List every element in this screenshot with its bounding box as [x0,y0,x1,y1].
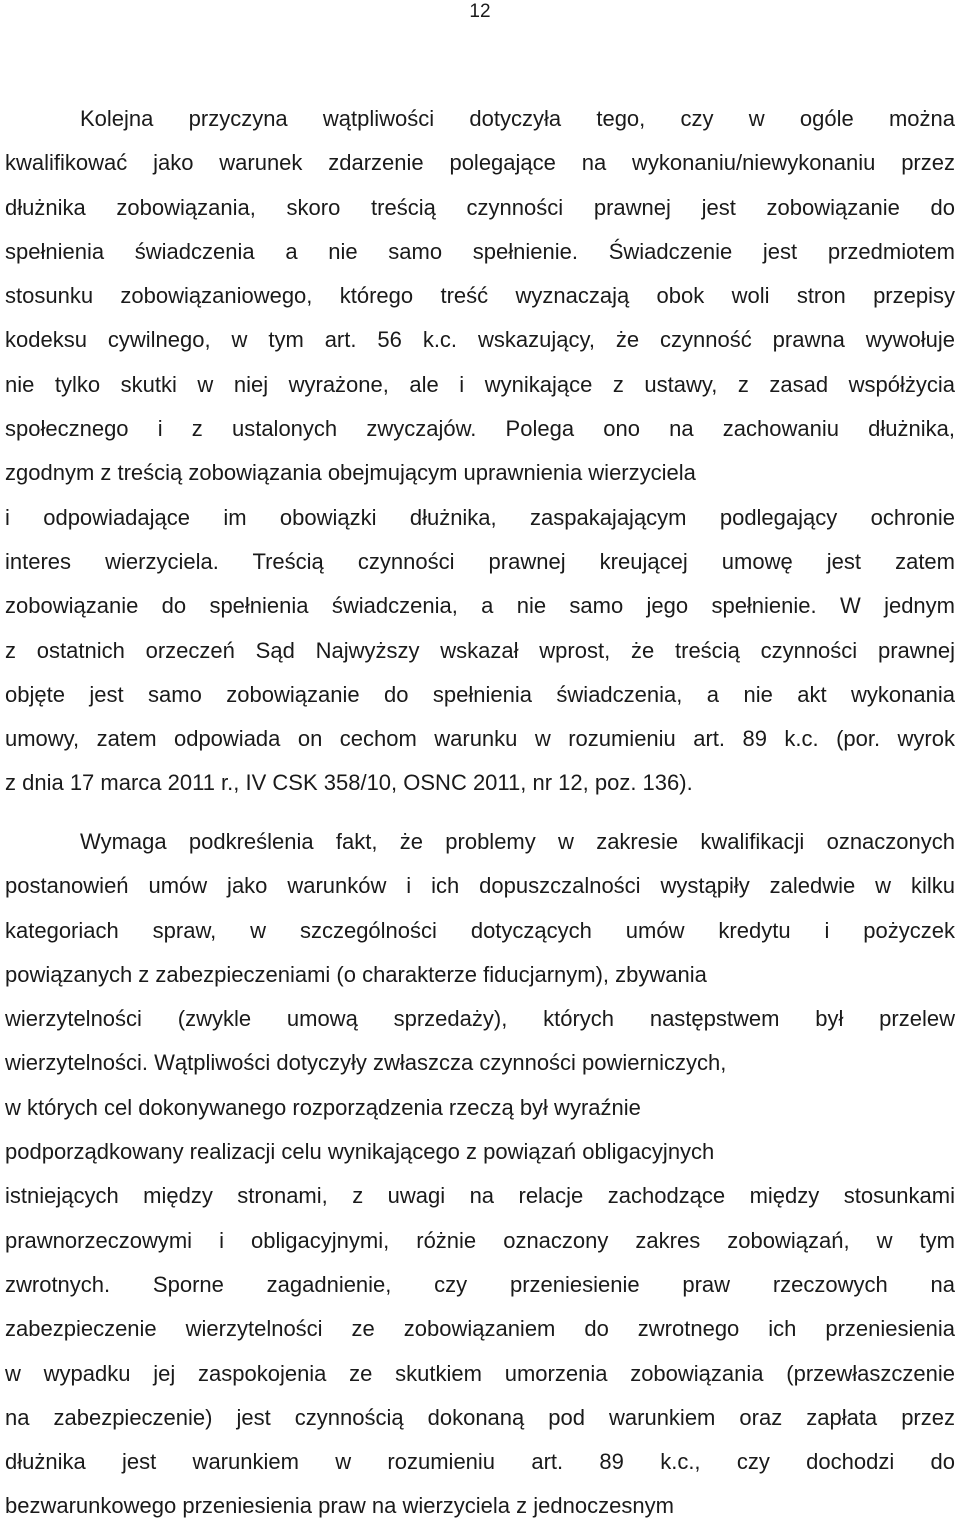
paragraph-line: spełnienia świadczenia a nie samo spełnienie. Świadczenie jest przedmiotem [5,238,955,264]
paragraph-line: zabezpieczenie wierzytelności ze zobowiązaniem do zwrotnego ich przeniesienia [5,1316,955,1342]
paragraph-line: objęte jest samo zobowiązanie do spełnienia świadczenia, a nie akt wykonania [5,681,955,707]
paragraph-line: na zabezpieczenie) jest czynnością dokonaną pod warunkiem oraz zapłata przez [5,1404,955,1430]
paragraph-line: i odpowiadające im obowiązki dłużnika, zaspakajającym podlegający ochronie [5,504,955,530]
paragraph-line: bezwarunkowego przeniesienia praw na wierzyciela z jednoczesnym [5,1493,674,1519]
paragraph-line: w których cel dokonywanego rozporządzenia rzeczą był wyraźnie [5,1094,641,1120]
paragraph-line: istniejących między stronami, z uwagi na relacje zachodzące między stosunkami [5,1183,955,1209]
paragraph-line: kodeksu cywilnego, w tym art. 56 k.c. wskazujący, że czynność prawna wywołuje [5,327,955,353]
paragraph-line: interes wierzyciela. Treścią czynności prawnej kreującej umowę jest zatem [5,548,955,574]
paragraph-line: dłużnika jest warunkiem w rozumieniu art. 89 k.c., czy dochodzi do [5,1449,955,1475]
paragraph-line: społecznego i z ustalonych zwyczajów. Polega ono na zachowaniu dłużnika, [5,416,955,442]
paragraph-line: podporządkowany realizacji celu wynikającego z powiązań obligacyjnych [5,1139,715,1165]
paragraph-line: stosunku zobowiązaniowego, którego treść wyznaczają obok woli stron przepisy [5,283,955,309]
paragraph-line: dłużnika zobowiązania, skoro treścią czynności prawnej jest zobowiązanie do [5,194,955,220]
paragraph-line: nie tylko skutki w niej wyrażone, ale i wynikające z ustawy, z zasad współżycia [5,371,955,397]
paragraph-line: kategoriach spraw, w szczególności dotyczących umów kredytu i pożyczek [5,917,955,943]
paragraph-line: w wypadku jej zaspokojenia ze skutkiem umorzenia zobowiązania (przewłaszczenie [5,1360,955,1386]
paragraph-line: postanowień umów jako warunków i ich dopuszczalności wystąpiły zaledwie w kilku [5,873,955,899]
paragraph-line: powiązanych z zabezpieczeniami (o charakterze fiducjarnym), zbywania [5,961,707,987]
paragraph-line: Kolejna przyczyna wątpliwości dotyczyła tego, czy w ogóle można [80,106,955,131]
paragraph-line: wierzytelności. Wątpliwości dotyczyły zwłaszcza czynności powierniczych, [5,1050,727,1076]
paragraph-line: zgodnym z treścią zobowiązania obejmującym uprawnienia wierzyciela [5,460,696,486]
paragraph-line: wierzytelności (zwykle umową sprzedaży), których następstwem był przelew [5,1006,955,1032]
paragraph-line: Wymaga podkreślenia fakt, że problemy w zakresie kwalifikacji oznaczonych [80,829,955,854]
paragraph-line: z ostatnich orzeczeń Sąd Najwyższy wskazał wprost, że treścią czynności prawnej [5,637,955,663]
paragraph-1 [5,97,955,806]
paragraph-line: umowy, zatem odpowiada on cechom warunku w rozumieniu art. 89 k.c. (por. wyrok [5,726,955,752]
paragraph-line: z dnia 17 marca 2011 r., IV CSK 358/10, OSNC 2011, nr 12, poz. 136). [5,770,693,796]
page-number: 12 [469,1,491,22]
paragraph-line: zobowiązanie do spełnienia świadczenia, a nie samo jego spełnienie. W jednym [5,593,955,619]
paragraph-line: kwalifikować jako warunek zdarzenie polegające na wykonaniu/niewykonaniu przez [5,150,955,176]
paragraph-2 [5,820,955,1529]
paragraph-line: prawnorzeczowymi i obligacyjnymi, różnie oznaczony zakres zobowiązań, w tym [5,1227,955,1253]
paragraph-line: zwrotnych. Sporne zagadnienie, czy przeniesienie praw rzeczowych na [5,1271,955,1297]
